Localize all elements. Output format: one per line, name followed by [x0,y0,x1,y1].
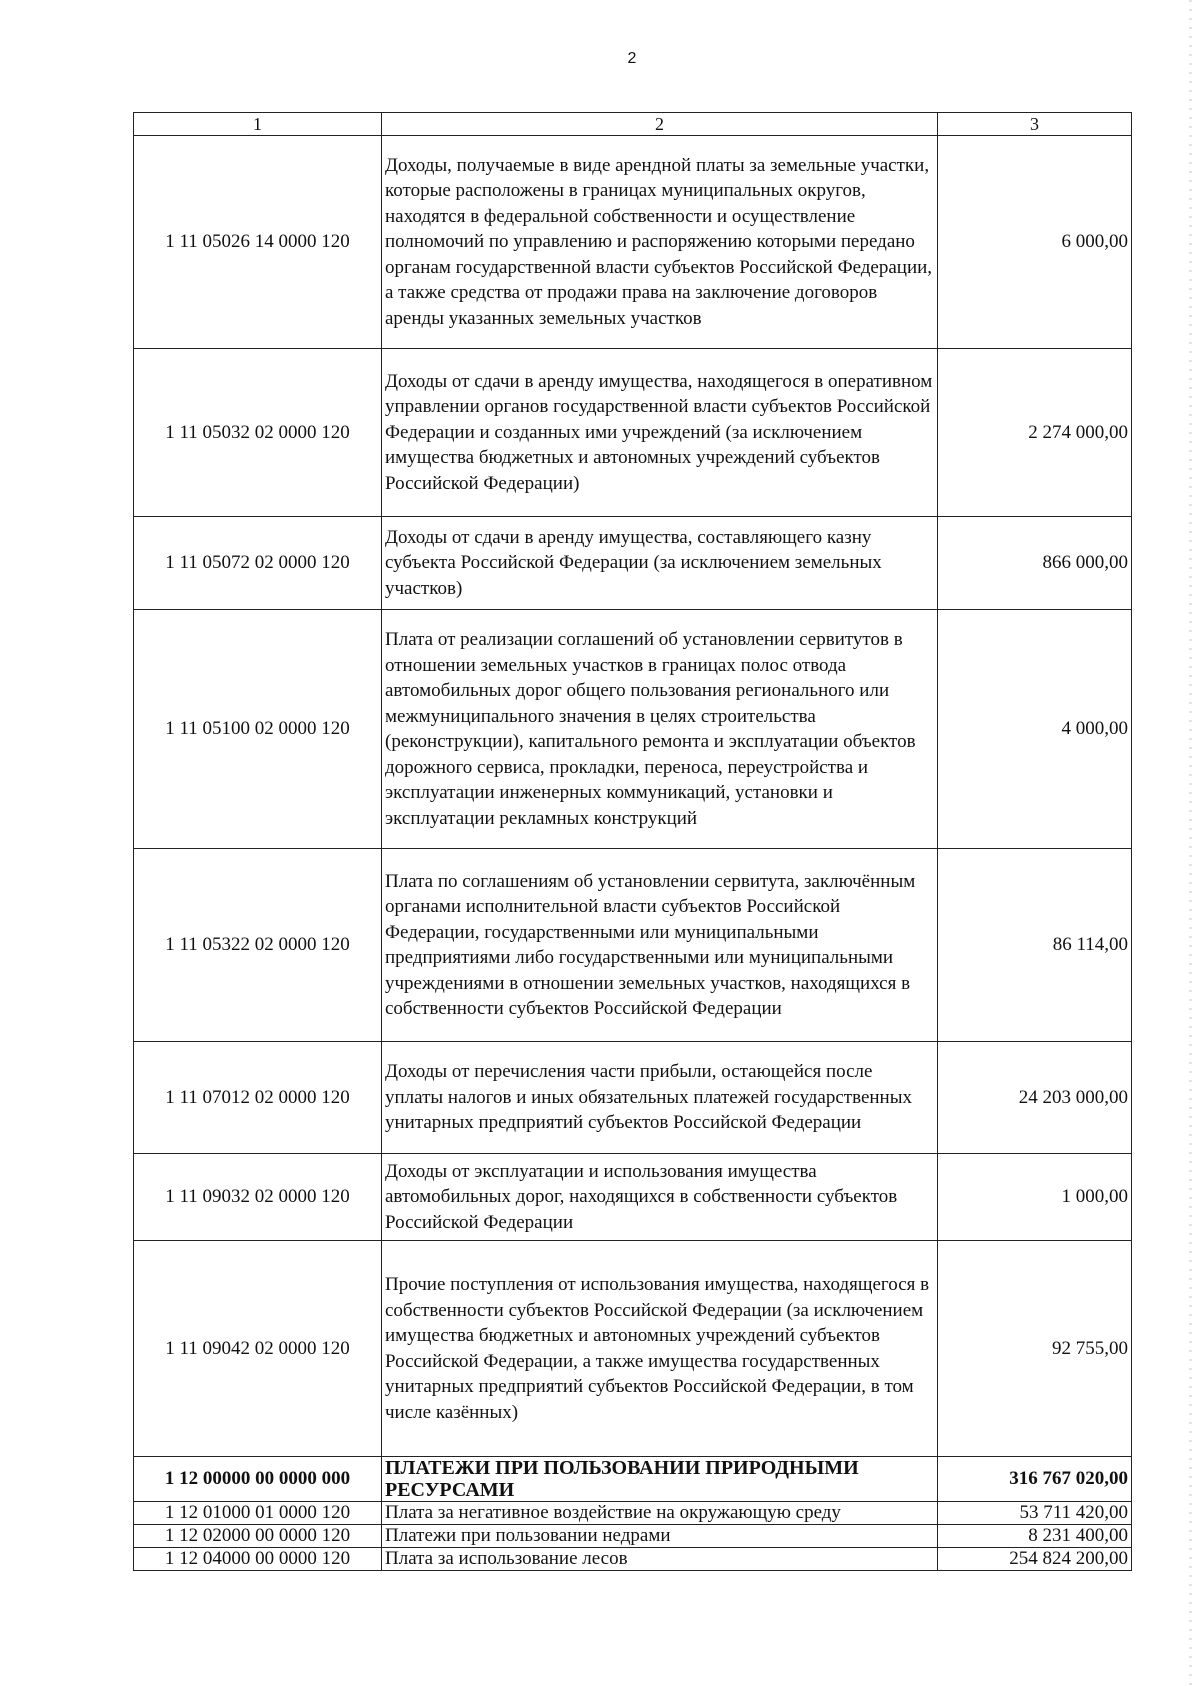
amount: 86 114,00 [938,849,1132,1042]
column-header-2: 2 [382,113,938,136]
amount: 24 203 000,00 [938,1042,1132,1154]
revenue-description: Доходы от сдачи в аренду имущества, составляющего казну субъекта Российской Федерации (за исключением земельных участков) [382,517,938,610]
amount: 8 231 400,00 [938,1525,1132,1548]
budget-code: 1 11 05100 02 0000 120 [134,610,382,849]
budget-code: 1 11 09032 02 0000 120 [134,1154,382,1241]
amount: 254 824 200,00 [938,1548,1132,1571]
table-row [134,1154,1132,1241]
budget-code: 1 11 05032 02 0000 120 [134,349,382,517]
revenue-description: Плата от реализации соглашений об установлении сервитутов в отношении земельных участков в границах полос отвода автомобильных дорог общего пользования регионального или межмуниципального значения в целях строительства (реконструкции), капитального ремонта и эксплуатации объектов дорожного сервиса, прокладки, переноса, переустройства и эксплуатации инженерных коммуникаций, установки и эксплуатации рекламных конструкций [382,610,938,849]
revenue-description: ПЛАТЕЖИ ПРИ ПОЛЬЗОВАНИИ ПРИРОДНЫМИ РЕСУРСАМИ [382,1457,938,1502]
amount: 316 767 020,00 [938,1457,1132,1502]
column-header-1: 1 [134,113,382,136]
table-row [134,1241,1132,1457]
revenue-description: Доходы, получаемые в виде арендной платы за земельные участки, которые расположены в границах муниципальных округов, находятся в федеральной собственности и осуществление полномочий по управлению и распоряжению которыми передано органам государственной власти субъектов Российской Федерации, а также средства от продажи права на заключение договоров аренды указанных земельных участков [382,136,938,349]
budget-code: 1 11 07012 02 0000 120 [134,1042,382,1154]
amount: 866 000,00 [938,517,1132,610]
revenue-description: Плата по соглашениям об установлении сервитута, заключённым органами исполнительной власти субъектов Российской Федерации, государственными или муниципальными предприятиями либо государственными или муниципальными учреждениями в отношении земельных участков, находящихся в собственности субъектов Российской Федерации [382,849,938,1042]
page-number: 2 [627,50,637,67]
budget-code: 1 12 02000 00 0000 120 [134,1525,382,1548]
revenue-description: Доходы от эксплуатации и использования имущества автомобильных дорог, находящихся в собственности субъектов Российской Федерации [382,1154,938,1241]
revenue-description: Плата за негативное воздействие на окружающую среду [382,1502,938,1525]
table-row [134,610,1132,849]
amount: 6 000,00 [938,136,1132,349]
budget-code: 1 12 04000 00 0000 120 [134,1548,382,1571]
scan-margin-artifact [1189,0,1192,1686]
revenue-description: Прочие поступления от использования имущества, находящегося в собственности субъектов Российской Федерации (за исключением имущества бюджетных и автономных учреждений субъектов Российской Федерации, а также имущества государственных унитарных предприятий субъектов Российской Федерации, в том числе казённых) [382,1241,938,1457]
budget-code: 1 12 00000 00 0000 000 [134,1457,382,1502]
amount: 2 274 000,00 [938,349,1132,517]
budget-code: 1 11 05322 02 0000 120 [134,849,382,1042]
table-row [134,1548,1132,1571]
table-row-section-total [134,1457,1132,1502]
table-row [134,349,1132,517]
amount: 92 755,00 [938,1241,1132,1457]
table-row [134,1525,1132,1548]
table-row [134,849,1132,1042]
amount: 4 000,00 [938,610,1132,849]
budget-code: 1 11 05072 02 0000 120 [134,517,382,610]
revenue-description: Доходы от сдачи в аренду имущества, находящегося в оперативном управлении органов государственной власти субъектов Российской Федерации и созданных ими учреждений (за исключением имущества бюджетных и автономных учреждений субъектов Российской Федерации) [382,349,938,517]
revenue-description: Платежи при пользовании недрами [382,1525,938,1548]
table-row [134,1502,1132,1525]
budget-code: 1 11 05026 14 0000 120 [134,136,382,349]
budget-code: 1 12 01000 01 0000 120 [134,1502,382,1525]
column-header-3: 3 [938,113,1132,136]
table-row [134,517,1132,610]
table-row [134,1042,1132,1154]
budget-code: 1 11 09042 02 0000 120 [134,1241,382,1457]
revenue-description: Плата за использование лесов [382,1548,938,1571]
amount: 1 000,00 [938,1154,1132,1241]
amount: 53 711 420,00 [938,1502,1132,1525]
revenue-description: Доходы от перечисления части прибыли, остающейся после уплаты налогов и иных обязательных платежей государственных унитарных предприятий субъектов Российской Федерации [382,1042,938,1154]
table-row [134,136,1132,349]
table-header-row [134,113,1132,136]
revenue-table [133,112,1132,1571]
